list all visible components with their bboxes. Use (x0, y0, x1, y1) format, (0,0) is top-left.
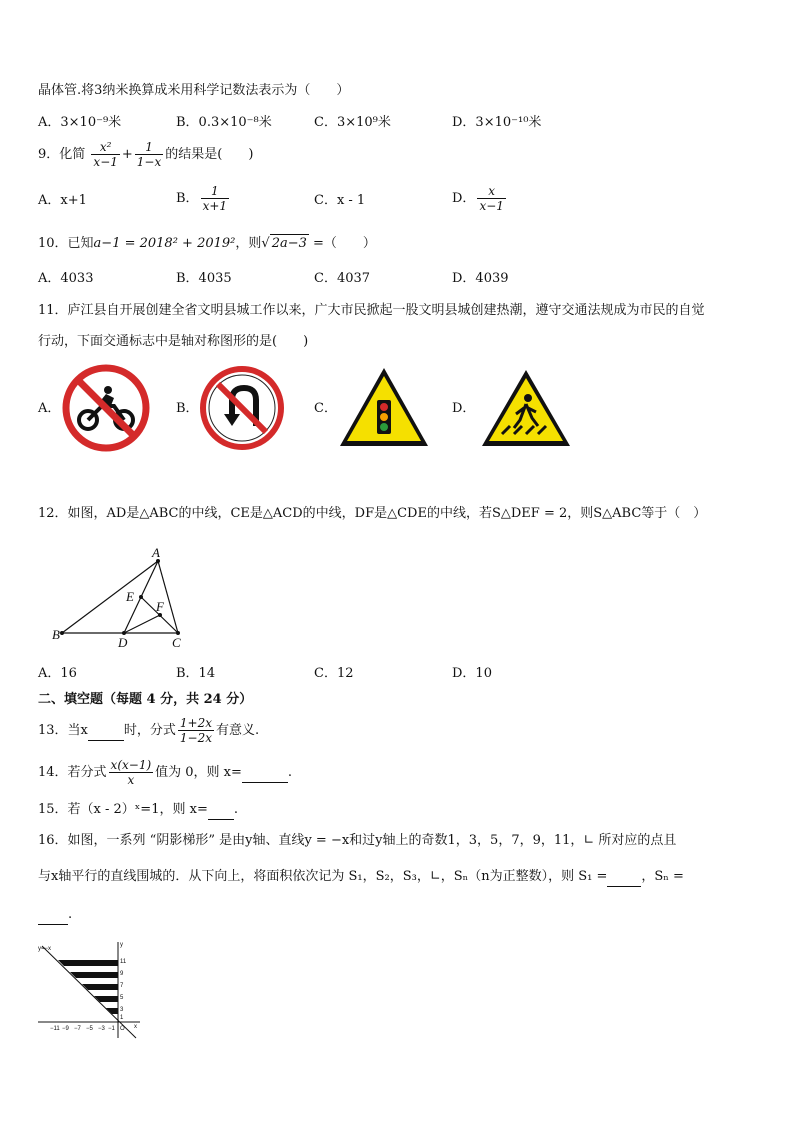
q8-stem: 晶体管.将3纳米换算成米用科学记数法表示为（ ） (38, 83, 350, 98)
q9-stem: 9．化简 $\frac{\text{x²}}{x-1}$ + $\frac{1}{1-x}$ 的结果是( ) (38, 140, 254, 169)
q8-option-a: A．3×10⁻⁹米 (38, 115, 122, 130)
traffic-light-warning-sign-icon (338, 366, 430, 448)
q11-option-c: C． (314, 401, 337, 416)
q14-stem: 14．若分式 $\frac{x(x-1)}{x}$ 值为 0，则 x= . (38, 758, 293, 787)
svg-text:−11: −11 (50, 1026, 60, 1032)
q10-stem: 10．已知a−1 = 2018² + 2019²，则√ 2a−3 =（ ） (38, 236, 376, 251)
q12-label-d: D (118, 635, 128, 650)
svg-text:1: 1 (120, 1015, 124, 1021)
q16-shaded-trapezoid-figure (36, 938, 142, 1040)
no-motorcycle-sign-icon (62, 364, 150, 452)
q12-label-b: B (52, 627, 60, 642)
q12-label-a: A (152, 545, 160, 560)
svg-text:7: 7 (120, 983, 124, 989)
q9-fraction-2: $\frac{1}{1-x}$ (136, 140, 162, 169)
q9-option-b: B． $\frac{1}{x+1}$ (176, 184, 228, 213)
q12-triangle-figure (50, 543, 200, 651)
q12-option-c: C．12 (314, 666, 354, 681)
svg-text:−7: −7 (74, 1026, 81, 1032)
q8-option-d: D．3×10⁻¹⁰米 (452, 115, 542, 130)
q11-option-d: D． (452, 401, 476, 416)
q16-stem-line2: 与x轴平行的直线围城的．从下向上，将面积依次记为 S₁，S₂，S₃，∟，Sₙ（n为正整数），则 S₁ = ，Sₙ = (38, 868, 684, 887)
svg-text:−5: −5 (86, 1026, 93, 1032)
svg-text:11: 11 (120, 959, 127, 965)
q16-stem-line1: 16．如图，一系列 “阴影梯形” 是由y轴、直线y = −x和过y轴上的奇数1，3，5，7，9，11，∟ 所对应的点且 (38, 833, 677, 848)
svg-text:O: O (120, 1026, 125, 1032)
q10-option-a: A．4033 (38, 271, 94, 286)
svg-text:y: y (120, 942, 123, 948)
svg-text:−9: −9 (62, 1026, 69, 1032)
q12-option-a: A．16 (38, 666, 77, 681)
q12-label-c: C (172, 635, 181, 650)
q12-label-f: F (156, 599, 164, 614)
svg-text:y=−x: y=−x (38, 946, 52, 952)
q9-option-a: A．x+1 (38, 193, 87, 208)
svg-text:9: 9 (120, 971, 124, 977)
q8-option-c: C．3×10⁹米 (314, 115, 391, 130)
q10-option-c: C．4037 (314, 271, 371, 286)
q12-label-e: E (126, 589, 134, 604)
q11-option-b: B． (176, 401, 199, 416)
q12-stem: 12．如图，AD是△ABC的中线，CE是△ACD的中线，DF是△CDE的中线，若S△DEF = 2，则S△ABC等于（ ） (38, 506, 707, 521)
section-title-fill-in: 二、填空题（每题 4 分，共 24 分） (38, 692, 253, 707)
no-u-turn-sign-icon (200, 366, 284, 450)
q11-stem-line2: 行动，下面交通标志中是轴对称图形的是( ) (38, 334, 309, 349)
q13-stem: 13．当x 时，分式 $\frac{1+2x}{1-2x}$ 有意义. (38, 716, 260, 745)
q8-option-b: B．0.3×10⁻⁸米 (176, 115, 272, 130)
q9-fraction-1: $\frac{\text{x²}}{x-1}$ (93, 140, 118, 169)
q10-option-d: D．4039 (452, 271, 509, 286)
q9-option-c: C．x - 1 (314, 193, 366, 208)
q11-stem-line1: 11．庐江县自开展创建全省文明县城工作以来，广大市民掀起一股文明县城创建热潮，遵守交通法规成为市民的自觉 (38, 303, 705, 318)
svg-text:−3: −3 (98, 1026, 105, 1032)
q11-option-a: A． (38, 401, 61, 416)
q12-option-b: B．14 (176, 666, 216, 681)
pedestrian-crossing-warning-sign-icon (480, 368, 572, 448)
svg-text:x: x (134, 1024, 137, 1030)
q12-option-d: D．10 (452, 666, 492, 681)
svg-text:−1: −1 (108, 1026, 115, 1032)
svg-text:5: 5 (120, 995, 124, 1001)
q16-stem-line3: . (38, 906, 72, 925)
q15-stem: 15．若（x - 2）ˣ=1，则 x= . (38, 801, 238, 820)
svg-text:3: 3 (120, 1007, 124, 1013)
q9-option-d: D． $\frac{x}{x-1}$ (452, 184, 504, 213)
q10-option-b: B．4035 (176, 271, 232, 286)
